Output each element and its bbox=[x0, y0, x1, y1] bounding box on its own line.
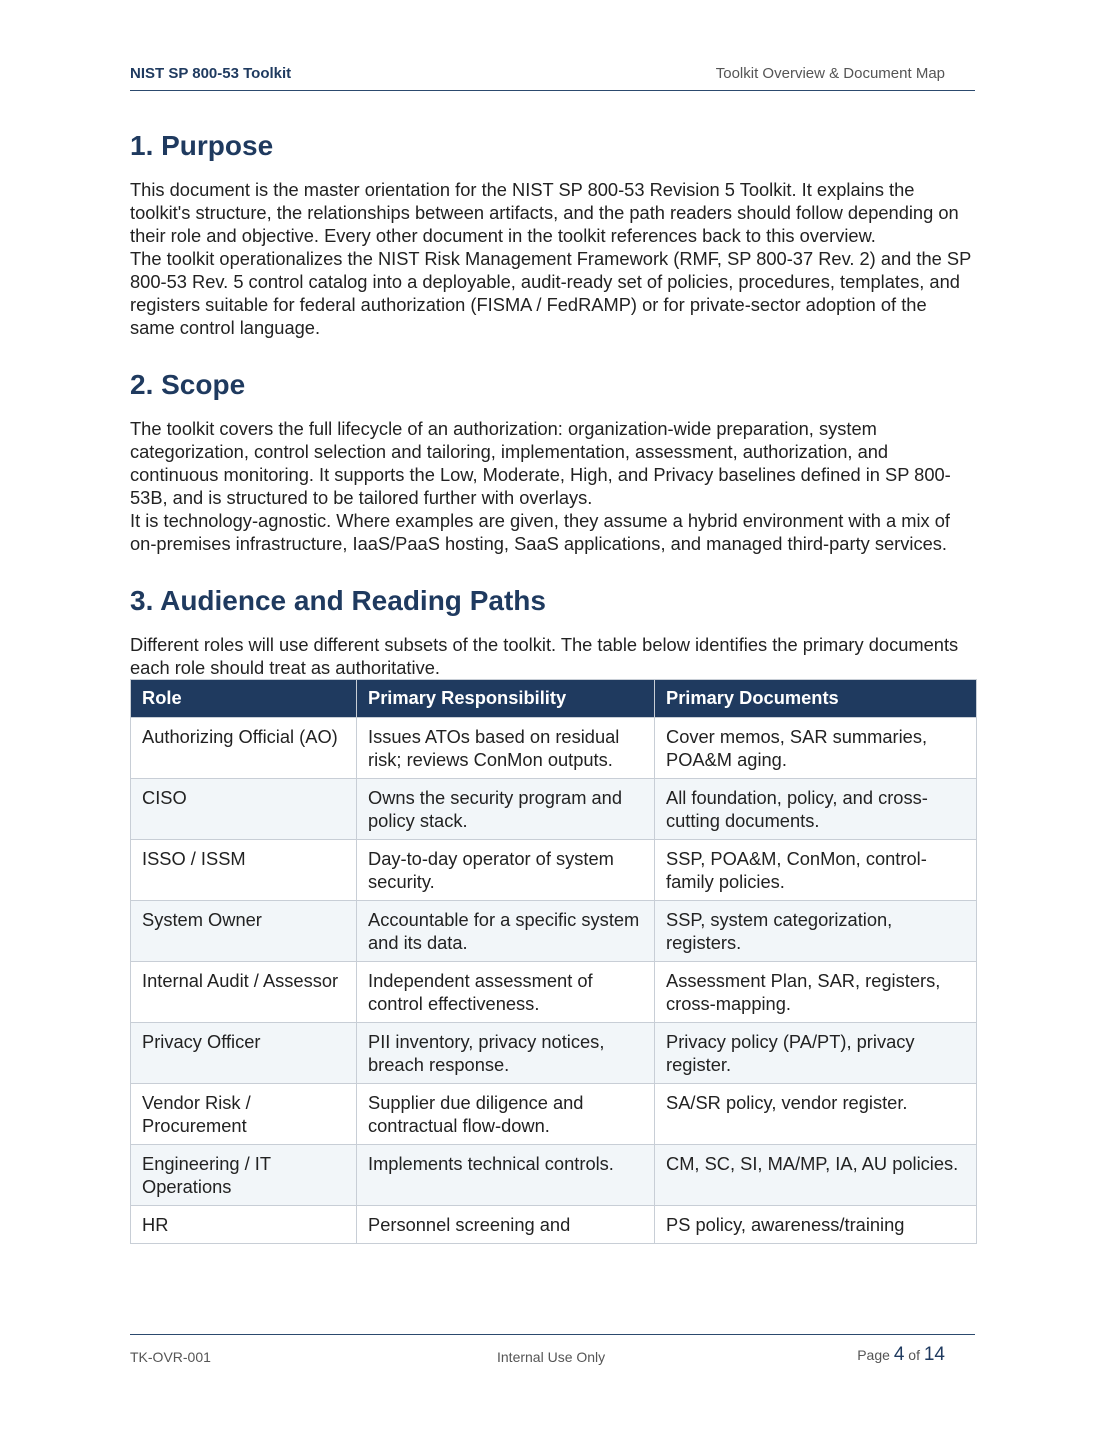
table-cell: PS policy, awareness/training bbox=[655, 1206, 977, 1244]
column-header-documents: Primary Documents bbox=[655, 680, 977, 718]
section-audience bbox=[130, 583, 975, 1244]
table-cell: Supplier due diligence and contractual flow-down. bbox=[357, 1084, 655, 1145]
paragraph: It is technology-agnostic. Where examples are given, they assume a hybrid environment with a mix of on-premises infrastructure, IaaS/PaaS hosting, SaaS applications, and managed third-party services. bbox=[130, 510, 950, 554]
page-footer bbox=[130, 1334, 975, 1365]
header-title: NIST SP 800-53 Toolkit bbox=[130, 65, 292, 82]
column-header-responsibility: Primary Responsibility bbox=[357, 680, 655, 718]
table-row bbox=[131, 1145, 977, 1206]
column-header-role: Role bbox=[131, 680, 357, 718]
page-header bbox=[130, 64, 975, 91]
table-cell: Vendor Risk / Procurement bbox=[131, 1084, 357, 1145]
table-cell: ISSO / ISSM bbox=[131, 840, 357, 901]
table-cell: Assessment Plan, SAR, registers, cross-mapping. bbox=[655, 962, 977, 1023]
table-row bbox=[131, 1084, 977, 1145]
table-cell: CM, SC, SI, MA/MP, IA, AU policies. bbox=[655, 1145, 977, 1206]
table-cell: Independent assessment of control effectiveness. bbox=[357, 962, 655, 1023]
table-row bbox=[131, 1206, 977, 1244]
table-cell: CISO bbox=[131, 779, 357, 840]
table-cell: System Owner bbox=[131, 901, 357, 962]
table-row bbox=[131, 718, 977, 779]
document-id: TK-OVR-001 bbox=[130, 1349, 211, 1365]
table-cell: Privacy Officer bbox=[131, 1023, 357, 1084]
page-total: 14 bbox=[923, 1344, 945, 1365]
header-document-title: Toolkit Overview & Document Map bbox=[715, 65, 945, 82]
table-cell: Implements technical controls. bbox=[357, 1145, 655, 1206]
table-row bbox=[131, 901, 977, 962]
paragraph: The toolkit covers the full lifecycle of an authorization: organization-wide preparation, system categorization, control selection and tailoring, implementation, assessment, authorization, and continuous monitoring. It supports the Low, Moderate, High, and Privacy baselines defined in SP 800-53B, and is structured to be tailored further with overlays. bbox=[130, 418, 951, 508]
table-cell: PII inventory, privacy notices, breach response. bbox=[357, 1023, 655, 1084]
table-row bbox=[131, 840, 977, 901]
page-of: of bbox=[908, 1347, 920, 1363]
table-row bbox=[131, 1023, 977, 1084]
page-prefix: Page bbox=[857, 1347, 890, 1363]
table-cell: Personnel screening and bbox=[357, 1206, 655, 1244]
table-cell: Internal Audit / Assessor bbox=[131, 962, 357, 1023]
section-scope bbox=[130, 367, 975, 555]
table-cell: Day-to-day operator of system security. bbox=[357, 840, 655, 901]
section-purpose bbox=[130, 128, 975, 339]
table-cell: All foundation, policy, and cross-cutting documents. bbox=[655, 779, 977, 840]
table-cell: SSP, system categorization, registers. bbox=[655, 901, 977, 962]
table-cell: Cover memos, SAR summaries, POA&M aging. bbox=[655, 718, 977, 779]
table-header-row bbox=[131, 680, 977, 718]
classification-label: Internal Use Only bbox=[497, 1349, 606, 1365]
page-number bbox=[857, 1344, 945, 1366]
page-content bbox=[130, 128, 975, 1244]
table-cell: Issues ATOs based on residual risk; reviews ConMon outputs. bbox=[357, 718, 655, 779]
table-row bbox=[131, 962, 977, 1023]
table-cell: Accountable for a specific system and its data. bbox=[357, 901, 655, 962]
table-cell: SA/SR policy, vendor register. bbox=[655, 1084, 977, 1145]
paragraph: The toolkit operationalizes the NIST Risk Management Framework (RMF, SP 800-37 Rev. 2) and the SP 800-53 Rev. 5 control catalog into a deployable, audit-ready set of policies, procedures, templates, and registers suitable for federal authorization (FISMA / FedRAMP) or for private-sector adoption of the same control language. bbox=[130, 248, 971, 338]
page-current: 4 bbox=[893, 1344, 905, 1365]
roles-table bbox=[130, 679, 977, 1244]
table-cell: Privacy policy (PA/PT), privacy register. bbox=[655, 1023, 977, 1084]
section-heading: 3. Audience and Reading Paths bbox=[130, 585, 546, 616]
paragraph: This document is the master orientation for the NIST SP 800-53 Revision 5 Toolkit. It explains the toolkit's structure, the relationships between artifacts, and the path readers should follow depending on their role and objective. Every other document in the toolkit references back to this overview. bbox=[130, 179, 959, 246]
section-heading: 1. Purpose bbox=[130, 130, 274, 161]
table-cell: HR bbox=[131, 1206, 357, 1244]
section-heading: 2. Scope bbox=[130, 369, 246, 400]
table-cell: Owns the security program and policy stack. bbox=[357, 779, 655, 840]
paragraph: Different roles will use different subsets of the toolkit. The table below identifies the primary documents each role should treat as authoritative. bbox=[130, 634, 959, 678]
table-row bbox=[131, 779, 977, 840]
table-cell: SSP, POA&M, ConMon, control-family policies. bbox=[655, 840, 977, 901]
table-cell: Engineering / IT Operations bbox=[131, 1145, 357, 1206]
table-cell: Authorizing Official (AO) bbox=[131, 718, 357, 779]
